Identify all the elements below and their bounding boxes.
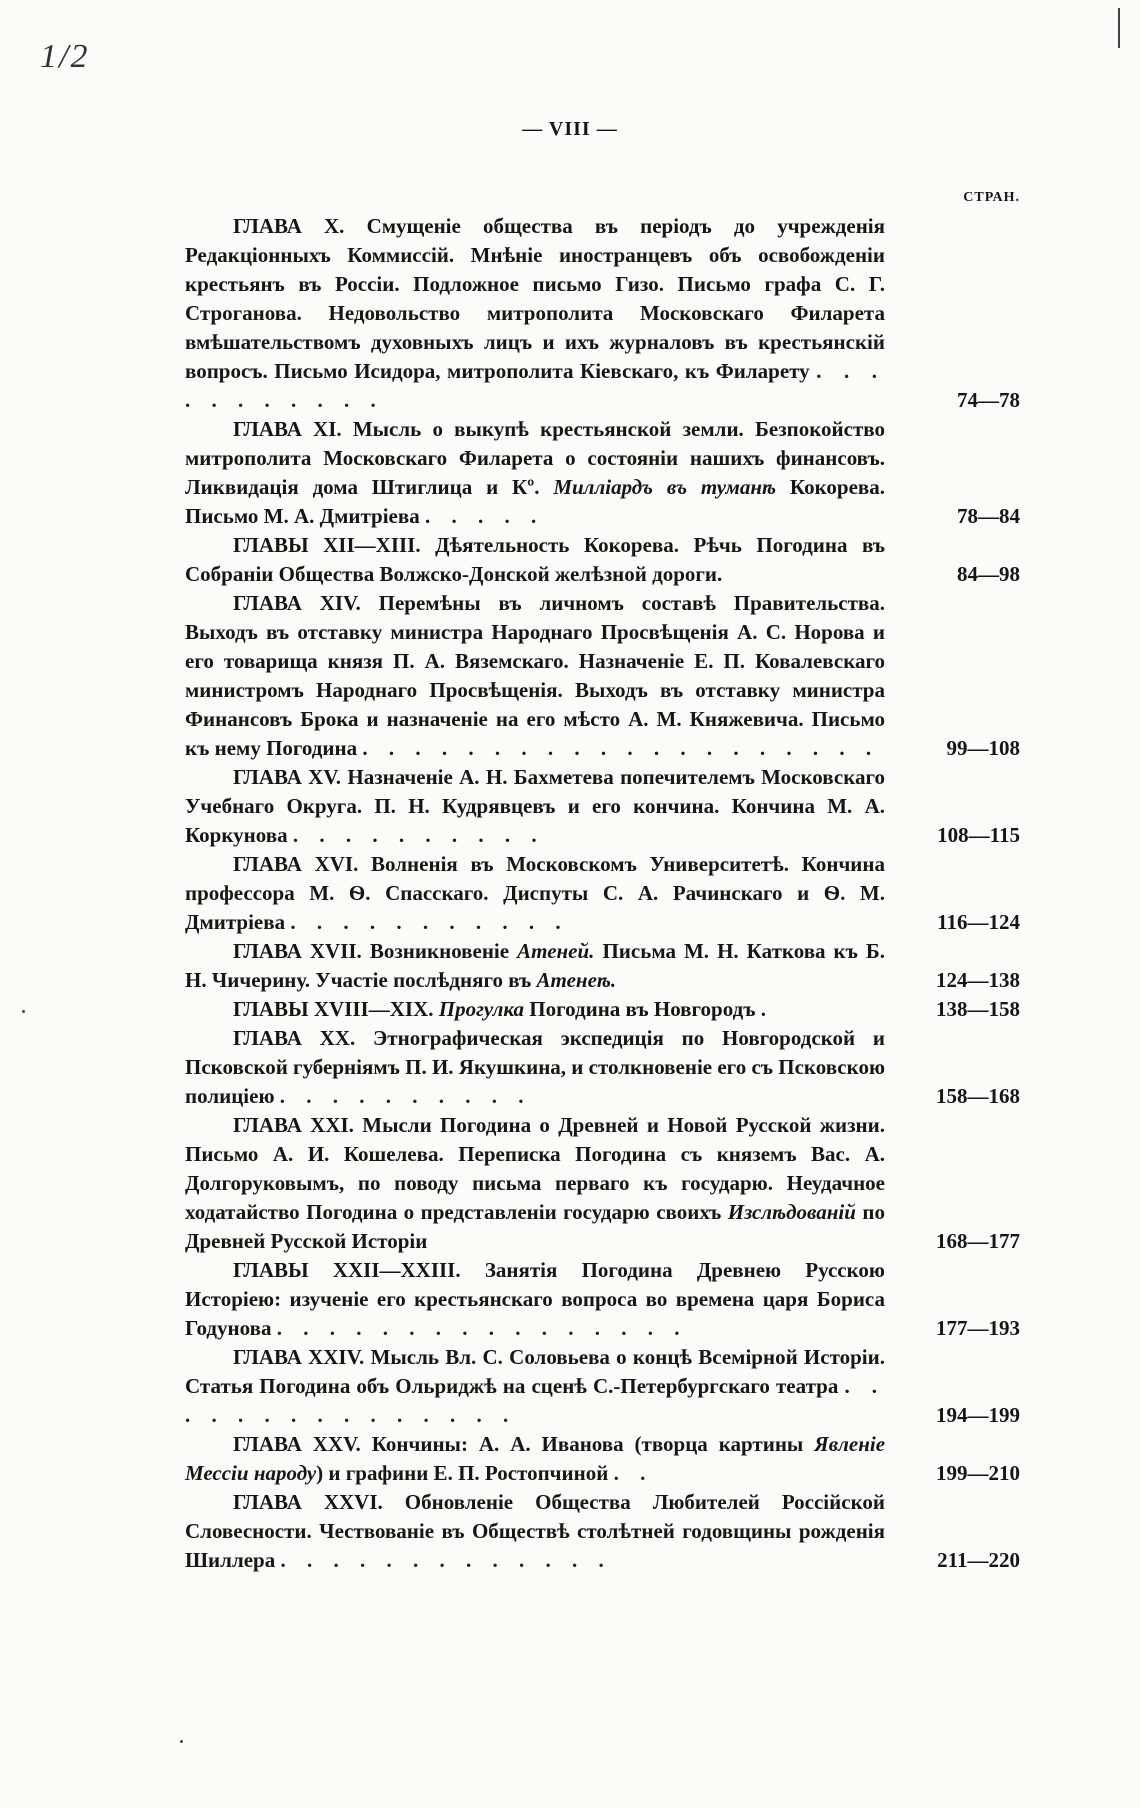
chapter-summary: Перемѣны въ личномъ составѣ Правительства. Выходъ въ отставку министра Народнаго Просвѣщенія А. С. Норова и его товарища князя П. А. Вяземскаго. Назначеніе Е. П. Ковалевскаго министромъ Народнаго Просвѣщенія. Выходъ въ отставку министра Финансовъ Брока и назначеніе на его мѣсто А. М. Княжевича. Письмо къ нему Погодина <box>185 591 886 760</box>
chapter-number: ГЛАВЫ XVIII—XIX. <box>233 997 434 1021</box>
italic-title: Атеней. <box>517 939 595 963</box>
leader-dots: . . . . . . . . . . . . . . . . <box>276 1316 688 1340</box>
margin-scribble: 1/2 <box>40 38 90 75</box>
toc-entry <box>185 1024 1020 1111</box>
page-range: 74—78 <box>957 388 1020 412</box>
italic-title: Изслѣдованій <box>727 1200 856 1224</box>
page-range: 168—177 <box>936 1229 1020 1253</box>
chapter-number: ГЛАВА XX. <box>233 1026 356 1050</box>
page-range: 211—220 <box>937 1548 1020 1572</box>
scan-speck <box>180 1740 183 1743</box>
chapter-summary: Возникновеніе <box>369 939 510 963</box>
toc-entry <box>185 763 1020 850</box>
chapter-number: ГЛАВЫ XII—XIII. <box>233 533 421 557</box>
toc-entry <box>185 415 1020 531</box>
page-number: — VIII — <box>522 118 618 140</box>
chapter-number: ГЛАВА XXV. <box>233 1432 361 1456</box>
page-range: 199—210 <box>936 1461 1020 1485</box>
page-range: 108—115 <box>937 823 1020 847</box>
chapter-summary: Мысль о выкупѣ крестьянской земли. Безпокойство митрополита Московскаго Филарета о состояніи нашихъ финансовъ. Ликвидація дома Штиглица и Кº. <box>185 417 885 499</box>
chapter-summary-cont: Погодина въ Новгородъ . <box>529 997 766 1021</box>
leader-dots: . . . . . . . . . . <box>292 823 545 847</box>
leader-dots: . . . . . <box>424 504 545 528</box>
chapter-number: ГЛАВА XV. <box>233 765 342 789</box>
toc-entry <box>185 589 1020 763</box>
leader-dots: . . <box>613 1461 654 1485</box>
leader-dots: . . . . . . . . . . . <box>185 359 886 412</box>
italic-title: Миллiардъ въ туманѣ <box>553 475 777 499</box>
chapter-summary: Этнографическая экспедиція по Новгородской и Псковской губерніямъ П. И. Якушкина, и столкновеніе его съ Псковскою полиціею <box>185 1026 886 1108</box>
toc-entry <box>185 531 1020 589</box>
leader-dots: . . . . . . . . . . <box>279 1084 532 1108</box>
page-range: 84—98 <box>957 562 1020 586</box>
chapter-number: ГЛАВА XXI. <box>233 1113 354 1137</box>
leader-dots: . . . . . . . . . . . . . . . . . . . . <box>362 736 880 760</box>
chapter-number: ГЛАВА XI. <box>233 417 342 441</box>
chapter-summary: Занятія Погодина Древнею Русскою Исторіею: изученіе его крестьянскаго вопроса во времена царя Бориса Годунова <box>185 1258 885 1340</box>
chapter-number: ГЛАВА XVII. <box>233 939 362 963</box>
chapter-summary-cont: Письма М. Н. Каткова къ Б. Н. Чичерину. Участіе послѣдняго въ <box>185 939 886 992</box>
chapter-summary: Дѣятельность Кокорева. Рѣчь Погодина въ Собраніи Общества Волжско-Донской желѣзной дороги. <box>185 533 886 586</box>
toc-entry <box>185 1343 1020 1430</box>
scan-speck <box>22 1010 25 1013</box>
toc-entry <box>185 1488 1020 1575</box>
chapter-summary: Обновленіе Общества Любителей Россійской Словесности. Чествованіе въ Обществѣ столѣтней годовщины рожденія Шиллера <box>185 1490 885 1572</box>
toc-entry <box>185 1111 1020 1256</box>
chapter-summary: Мысли Погодина о Древней и Новой Русской жизни. Письмо А. И. Кошелева. Переписка Погодина съ княземъ Вас. А. Долгоруковымъ, по поводу письма перваго къ государю. Неудачное ходатайство Погодина о представленіи государю своихъ <box>185 1113 885 1224</box>
chapter-summary: Смущеніе общества въ періодъ до учрежденія Редакціонныхъ Коммиссій. Мнѣніе иностранцевъ объ освобожденіи крестьянъ въ Россіи. Подложное письмо Гизо. Письмо графа С. Г. Строганова. Недовольство митрополита Московскаго Филарета вмѣшательствомъ духовныхъ лицъ и ихъ журналовъ въ крестьянскій вопросъ. Письмо Исидора, митрополита Кіевскаго, къ Филарету <box>185 214 886 383</box>
chapter-number: ГЛАВА XIV. <box>233 591 361 615</box>
chapter-summary: Мысль Вл. С. Соловьева о концѣ Всемірной Исторіи. Статья Погодина объ Ольриджѣ на сценѣ С.-Петербургскаго театра <box>185 1345 885 1398</box>
chapter-summary-cont: по Древней Русской Исторіи <box>185 1200 885 1253</box>
chapter-summary: Назначеніе А. Н. Бахметева попечителемъ Московскаго Учебнаго Округа. П. Н. Кудрявцевъ и его кончина. Кончина М. А. Коркунова <box>185 765 886 847</box>
page-range: 116—124 <box>937 910 1020 934</box>
chapter-summary-cont: ) и графини Е. П. Ростопчиной <box>316 1461 609 1485</box>
toc-entry <box>185 1256 1020 1343</box>
chapter-summary: Волненія въ Московскомъ Университетѣ. Кончина профессора М. Ѳ. Спасскаго. Диспуты С. А. Рачинскаго и Ѳ. М. Дмитріева <box>185 852 886 934</box>
toc-entry <box>185 937 1020 995</box>
page-range: 99—108 <box>946 736 1020 760</box>
chapter-summary: Кончины: А. А. Иванова (творца картины <box>371 1432 804 1456</box>
toc-entry <box>185 850 1020 937</box>
page-range: 177—193 <box>936 1316 1020 1340</box>
table-of-contents <box>185 212 1020 1575</box>
chapter-number: ГЛАВА XXVI. <box>233 1490 383 1514</box>
italic-title: Атенеѣ. <box>536 968 617 992</box>
page-range: 78—84 <box>957 504 1020 528</box>
chapter-summary-cont: Кокорева. Письмо М. А. Дмитріева <box>185 475 886 528</box>
page-range: 138—158 <box>936 997 1020 1021</box>
leader-dots: . . . . . . . . . . . . . . . <box>185 1374 886 1427</box>
italic-title: Прогулка <box>438 997 524 1021</box>
page-range: 194—199 <box>936 1403 1020 1427</box>
leader-dots: . . . . . . . . . . . <box>290 910 569 934</box>
chapter-number: ГЛАВЫ XXII—XXIII. <box>233 1258 461 1282</box>
toc-entry <box>185 995 1020 1024</box>
page-range: 158—168 <box>936 1084 1020 1108</box>
toc-entry <box>185 212 1020 415</box>
italic-title: Явленіе Мессіи народу <box>185 1432 886 1485</box>
chapter-number: ГЛАВА XVI. <box>233 852 359 876</box>
leader-dots: . . . . . . . . . . . . . <box>280 1548 612 1572</box>
page-range: 124—138 <box>936 968 1020 992</box>
pages-column-header: СТРАН. <box>963 190 1020 205</box>
chapter-number: ГЛАВА XXIV. <box>233 1345 365 1369</box>
toc-entry <box>185 1430 1020 1488</box>
scan-mark <box>1118 8 1120 48</box>
chapter-number: ГЛАВА X. <box>233 214 345 238</box>
